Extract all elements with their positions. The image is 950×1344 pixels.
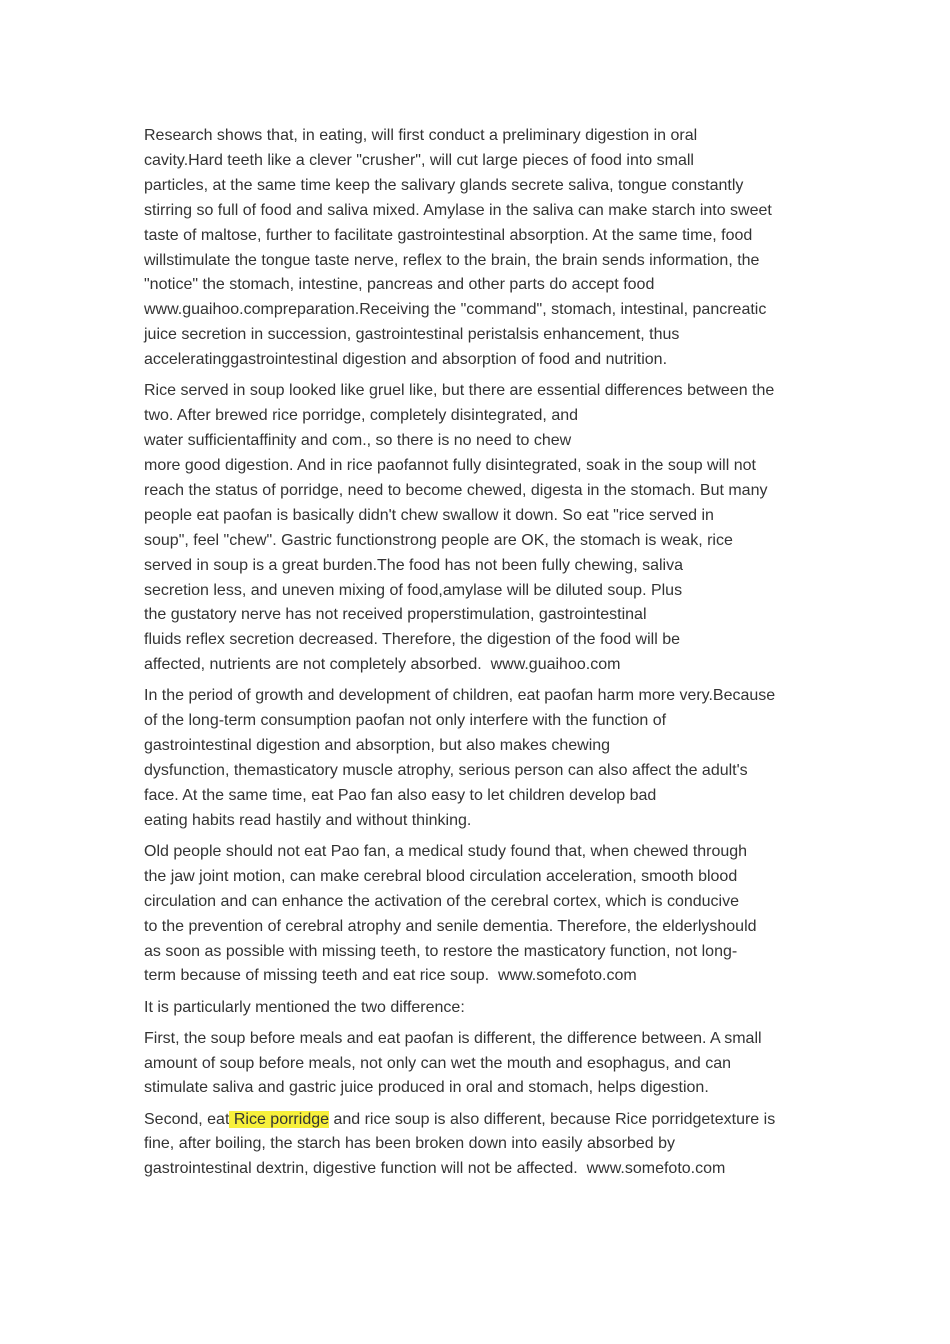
text-line: soup", feel "chew". Gastric functionstrong people are OK, the stomach is weak, rice [144, 531, 733, 549]
paragraph-rice-in-soup [144, 379, 824, 678]
paragraph-first-difference [144, 1027, 824, 1102]
text-line: two. After brewed rice porridge, completely disintegrated, and [144, 407, 579, 425]
text-line: gastrointestinal dextrin, digestive function will not be affected. www.somefoto.com [144, 1160, 726, 1178]
text-line: to the prevention of cerebral atrophy and senile dementia. Therefore, the elderlyshould [144, 917, 757, 935]
paragraph-two-differences [144, 996, 824, 1021]
highlighted-keyword-link[interactable]: Rice porridge [229, 1110, 330, 1128]
text-line: In the period of growth and development of children, eat paofan harm more very.Because [144, 687, 776, 705]
paragraph-second-difference [144, 1108, 824, 1183]
text-line: water sufficientaffinity and com., so there is no need to chew [144, 432, 572, 450]
text-line: more good digestion. And in rice paofannot fully disintegrated, soak in the soup will not [144, 456, 756, 474]
text-fragment: Second, eat [144, 1110, 230, 1128]
text-line: www.guaihoo.compreparation.Receiving the "command", stomach, intestinal, pancreatic [144, 301, 767, 319]
text-line: particles, at the same time keep the salivary glands secrete saliva, tongue constantly [144, 176, 744, 194]
text-line: served in soup is a great burden.The food has not been fully chewing, saliva [144, 556, 683, 574]
text-line: dysfunction, themasticatory muscle atrophy, serious person can also affect the adult's [144, 762, 748, 780]
text-line: gastrointestinal digestion and absorption, but also makes chewing [144, 737, 611, 755]
text-line: Old people should not eat Pao fan, a medical study found that, when chewed through [144, 842, 748, 860]
text-line: taste of maltose, further to facilitate gastrointestinal absorption. At the same time, food [144, 226, 753, 244]
text-line: as soon as possible with missing teeth, to restore the masticatory function, not long- [144, 942, 738, 960]
text-line: amount of soup before meals, not only can wet the mouth and esophagus, and can [144, 1054, 732, 1072]
text-line: fine, after boiling, the starch has been broken down into easily absorbed by [144, 1135, 675, 1153]
text-line: juice secretion in succession, gastrointestinal peristalsis enhancement, thus [144, 326, 680, 344]
text-line: term because of missing teeth and eat rice soup. www.somefoto.com [144, 967, 637, 985]
text-line: cavity.Hard teeth like a clever "crusher", will cut large pieces of food into small [144, 151, 694, 169]
text-line: face. At the same time, eat Pao fan also easy to let children develop bad [144, 786, 657, 804]
text-line: eating habits read hastily and without thinking. [144, 811, 472, 829]
text-fragment: and rice soup is also different, because Rice porridgetexture is [329, 1110, 776, 1128]
text-line: Research shows that, in eating, will first conduct a preliminary digestion in oral [144, 127, 698, 144]
text-line: acceleratinggastrointestinal digestion and absorption of food and nutrition. [144, 351, 668, 369]
text-line: It is particularly mentioned the two difference: [144, 998, 465, 1016]
text-line: reach the status of porridge, need to become chewed, digesta in the stomach. But many [144, 481, 768, 499]
text-line: Rice served in soup looked like gruel like, but there are essential differences between the [144, 382, 775, 400]
text-line: stirring so full of food and saliva mixed. Amylase in the saliva can make starch into sweet [144, 201, 772, 219]
text-line: secretion less, and uneven mixing of food,amylase will be diluted soup. Plus [144, 581, 683, 599]
text-line: the gustatory nerve has not received properstimulation, gastrointestinal [144, 606, 647, 624]
paragraph-children [144, 684, 824, 833]
paragraph-oral-digestion [144, 124, 824, 373]
text-line: people eat paofan is basically didn't chew swallow it down. So eat "rice served in [144, 506, 714, 524]
text-line: of the long-term consumption paofan not only interfere with the function of [144, 712, 667, 730]
text-line: First, the soup before meals and eat paofan is different, the difference between. A small [144, 1029, 762, 1047]
article-body [144, 124, 824, 1188]
text-line: the jaw joint motion, can make cerebral blood circulation acceleration, smooth blood [144, 867, 738, 885]
paragraph-old-people [144, 840, 824, 989]
text-line: circulation and can enhance the activation of the cerebral cortex, which is conducive [144, 892, 740, 910]
text-line: willstimulate the tongue taste nerve, reflex to the brain, the brain sends information, the [144, 251, 760, 269]
text-line: fluids reflex secretion decreased. Therefore, the digestion of the food will be [144, 631, 681, 649]
text-line [144, 1108, 824, 1133]
text-line: stimulate saliva and gastric juice produced in oral and stomach, helps digestion. [144, 1079, 709, 1097]
text-line: "notice" the stomach, intestine, pancreas and other parts do accept food [144, 276, 655, 294]
text-line: affected, nutrients are not completely absorbed. www.guaihoo.com [144, 656, 621, 674]
